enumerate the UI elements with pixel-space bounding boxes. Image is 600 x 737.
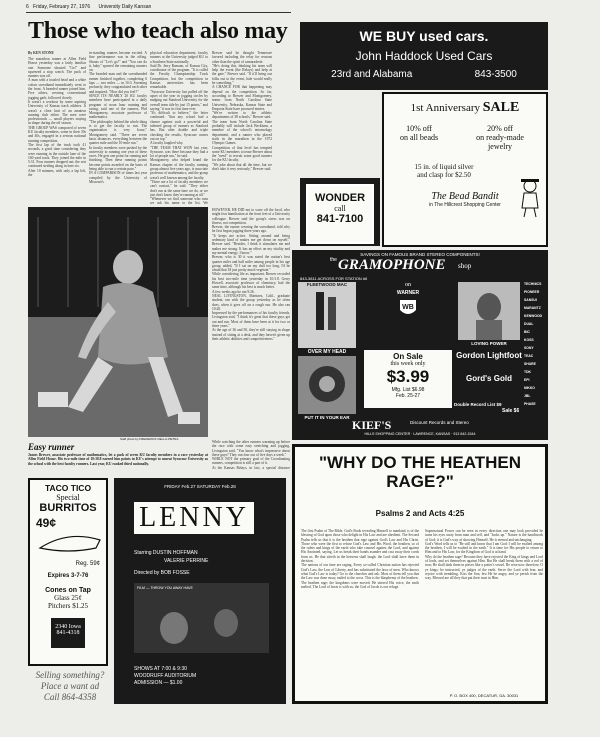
page-header bbox=[26, 4, 296, 12]
cars-phone: 843-3500 bbox=[474, 69, 517, 80]
page-number: 6 bbox=[26, 4, 29, 10]
lenny-venue: WOODRUFF AUDITORIUM bbox=[134, 673, 197, 679]
article-col-4: Brewer said he thought Tennessee favored including the relay for reasons other than the spirit of camaraderie. "He's doing this, thinking his team will help the event (the Relays) and help at the gate," Brewer said. "If it'll bring our folks out to the event, hale would really be something." A CHANCE FOR that happening may depend on the competition. So far, according to Brewer and Montgomery, teams from North Carolina State University, Nebraska, Kansas State and Emporia State have procured entries. "We've written to the athletic departments of 38 schools," Brewer said. The team from North Carolina State probably will include Jack Beckham, a member of the school's entomology department, and a runner who placed sixth in the marathon in the 1972 Olympic Games. Competition of that level has tempted some KU members to tease Brewer about the "need" to recruit some good runners for the KU faculty. "We joke about that all the time, but we don't take it very seriously," Brewer said. bbox=[212, 51, 272, 172]
brand: TDK bbox=[524, 370, 531, 374]
ad-lenny-film bbox=[114, 478, 286, 704]
wonder-call: call bbox=[334, 204, 346, 213]
article-byline: By KEN STONE bbox=[28, 51, 54, 55]
classified-line-2: Place a want ad bbox=[40, 681, 100, 691]
taco-special: Special bbox=[56, 493, 80, 502]
anniversary-title: 1st Anniversary bbox=[410, 102, 481, 114]
gramophone-tagline: SAVINGS ON FAMOUS BRAND STEREO COMPONENTS! bbox=[360, 252, 480, 257]
burrito-icon bbox=[30, 530, 106, 556]
sale-week: this week only bbox=[390, 361, 426, 367]
brand: SANSUI bbox=[524, 298, 537, 302]
taco-name: TACO TICO bbox=[44, 483, 92, 493]
ad-bead-bandit bbox=[382, 92, 548, 247]
album-put-it-in-your-ear bbox=[298, 356, 356, 414]
sale-on: On Sale bbox=[393, 352, 423, 361]
lenny-starring: Starring DUSTIN HOFFMAN bbox=[134, 550, 198, 556]
cars-headline: WE BUY used cars. bbox=[359, 28, 489, 44]
taco-cones: Cones on Tap bbox=[45, 587, 91, 594]
caption-title: Easy runner bbox=[28, 442, 75, 452]
runner-photo bbox=[28, 207, 208, 437]
heathen-title: "WHY DO THE HEATHEN RAGE?" bbox=[319, 453, 521, 491]
album-1-title: FLEETWOOD MAC bbox=[306, 282, 348, 287]
ad-used-cars bbox=[300, 22, 548, 90]
ad-gramophone bbox=[292, 250, 548, 440]
brand: SONY bbox=[524, 346, 534, 350]
brand: TECHNICS bbox=[524, 282, 542, 286]
kiefs-address: HILLS SHOPPING CENTER · LAWRENCE, KANSAS · 913 842-1544 bbox=[364, 432, 476, 436]
classified-line-3: Call 864-4358 bbox=[43, 692, 97, 702]
gramophone-the: the bbox=[330, 257, 337, 263]
brand: JBL bbox=[524, 394, 531, 398]
brand: NIKKO bbox=[524, 386, 535, 390]
taco-address-box bbox=[51, 618, 85, 648]
offer-line-1: 15 in. of liquid silver bbox=[414, 163, 474, 171]
gramophone-name: GRAMOPHONE bbox=[338, 257, 446, 273]
kiefs-name: KIEF'S bbox=[352, 418, 392, 430]
taco-pitchers: Pitchers $1.25 bbox=[47, 602, 89, 610]
photo-credit: Staff photo by FREDERICK DELLA PIETRA bbox=[120, 437, 179, 441]
lenny-still bbox=[134, 583, 269, 653]
article-col-2: in-standing runners became excited. A fine performance was in the offing. Shouts of "Let's go!" and "You can do it, baby" spurred the remaining runners on. The bearded man and the sweatbanded runner finished together, completing 6 laps — two miles — in 10:3. Sweating profusely, they congratulated each other and inquired, "How did you feel?" SINCE ITS NEARLY 20 KU faculty members have participated in a daily program of noon hour running and racing, said one of the runners, Phil Montgomery, associate professor of mathematics. "The philosophy behind the whole thing is to get the faculty to run. The organization is very loose," Montgomery said. "There are seven basic distances, everything between the quarter mile and the 10-mile run." In faculty members were pushed by the university to running one year of these races. He gets one point for running and finishing. Then these running points become points awarded on the basis of being able to run a certain pace." IN A COMPARISON of times last year compiled by the University of Missouri's bbox=[89, 51, 147, 184]
artist-name: Gordon Lightfoot bbox=[456, 351, 522, 360]
ad-taco-tico bbox=[28, 478, 108, 666]
album-1-song: OVER MY HEAD bbox=[307, 349, 347, 355]
photo-caption: James Brewer, associate professor of mathematics, let a pack of seven KU faculty members in a race yesterday at Allen Field House. His two-mile time of 10:38.8 earned him points in KU's attempt to unseat Syracuse University as the school with the best faculty runners. Last year, KU ranked third nationally. bbox=[28, 453, 208, 466]
ad-wonder bbox=[300, 178, 380, 246]
taco-reg-price: Reg. 59¢ bbox=[75, 561, 100, 567]
album-4-title: Gord's Gold bbox=[466, 374, 512, 383]
taco-address-1: 2340 Iowa bbox=[55, 624, 81, 630]
discount-1: 10% off bbox=[406, 124, 432, 133]
lenny-tagline: FILM — THROW YOU AWAY HAVE bbox=[137, 586, 193, 590]
cars-address: 23rd and Alabama bbox=[331, 69, 413, 80]
lenny-shows: SHOWS AT 7:00 & 9:30 bbox=[134, 666, 187, 672]
label-warner: WARNER bbox=[396, 290, 420, 296]
lenny-costar: VALERIE PERRINE bbox=[164, 558, 209, 564]
taco-beer: Glass 25¢ bbox=[54, 594, 82, 602]
lenny-director: Directed by BOB FOSSE bbox=[134, 570, 190, 576]
classified-line-1: Selling something? bbox=[35, 670, 105, 680]
heathen-po-box: P. O. BOX 400, DECATUR, GA. 30031 bbox=[449, 693, 519, 698]
heathen-body-1: The first Psalm of The Bible, God's Book revealing Himself to mankind, is of the blessing of God upon those who delight in His Law and are obedient. The Second Psalm tells us that it is the heathen that rage against God's Law and His Christ. Those who were the first to refuse God's Law and His Word, the heathen, so of the rulers and kings of the earth who take counsel against the Lord, and against His Anointed, saying, Let us break their bands asunder and cast away their cords from us. He that sitteth in the heavens shall laugh: the Lord shall have them in derision. The nations of our time are raging. Every so-called Christian nation has rejected God's Law, the Law of Liberty, and has substituted the laws of men. Who knows what God's Law is today? Go to the churches and ask. Most of them tell you that the Law was done away, nailed to the cross. This is the blasphemy of the heathen. The heathen rage; the kingdoms were moved; He uttered His voice, the earth melted. The Lord of hosts is with us; the God of Jacob is our refuge. bbox=[301, 529, 419, 589]
heathen-ref: Psalms 2 and Acts 4:25 bbox=[375, 509, 465, 518]
page-date: Friday, February 27, 1976 bbox=[32, 4, 91, 10]
anniversary-sale: SALE bbox=[482, 100, 520, 115]
bead-bandit-location: in The Hillcrest Shopping Center bbox=[429, 202, 501, 208]
sale-dates: Feb. 25-27 bbox=[395, 393, 421, 399]
heathen-body-2: Supernatural Power can be seen in every direction one may look provided he turns his eyes away from man and self, and "looks up." Nature is the handiwork of God; it is God's way of showing Himself. He is eternal and unchanging. God's Word tells us to "Be still and know that I am God: I will be exalted among the heathen, I will be exalted in the earth." It is time for His people to return to Him and to His Law, for the Kingdom of God is at hand. Why do the heathen rage? Because they have rejected the King of kings and Lord of lords, and set themselves against Him. But He shall break them with a rod of iron; He shall dash them in pieces like a potter's vessel. Be wise now therefore, O ye kings: be instructed, ye judges of the earth. Serve the Lord with fear, and rejoice with trembling. Kiss the Son, lest He be angry, and ye perish from the way. Blessed are all they that put their trust in Him. bbox=[425, 529, 543, 581]
sale-price: $3.99 bbox=[386, 367, 430, 386]
kiefs-sub: Discount Records and Stereo bbox=[410, 420, 469, 425]
wonder-name: WONDER bbox=[314, 192, 366, 204]
svg-text:WB: WB bbox=[402, 304, 414, 311]
paper-name: University Daily Kansan bbox=[98, 4, 152, 10]
header-rule bbox=[26, 12, 291, 13]
taco-expires: Expires 3-7-76 bbox=[47, 573, 89, 579]
brand: BIC bbox=[524, 330, 530, 334]
brand: PIONEER bbox=[524, 290, 540, 294]
taco-item: BURRITOS bbox=[39, 502, 97, 514]
label-on: on bbox=[405, 282, 411, 288]
brand: MARANTZ bbox=[524, 306, 541, 310]
double-record: Double Record List $9 bbox=[454, 402, 502, 407]
lenny-admission: ADMISSION — $1.00 bbox=[134, 680, 183, 686]
brand: SHURE bbox=[524, 362, 536, 366]
lenny-dates: FRIDAY Feb.27 SATURDAY Feb.28 bbox=[164, 484, 236, 489]
warner-logo-icon bbox=[398, 298, 418, 318]
brand: TEAC bbox=[524, 354, 534, 358]
runner-photo-illustration bbox=[28, 207, 208, 437]
sale-list: Mfg. List $6.98 bbox=[391, 387, 425, 393]
offer-line-2: and clasp for $2.50 bbox=[417, 171, 471, 179]
taco-address-2: 841-4318 bbox=[56, 630, 80, 636]
gramophone-info: 843-3811 ACROSS FOR STATION #6 bbox=[300, 276, 368, 281]
brand: EPI bbox=[524, 378, 530, 382]
ad-heathen-rage bbox=[292, 444, 548, 704]
brand: KENWOOD bbox=[524, 314, 543, 318]
discount-2: 20% off bbox=[487, 124, 513, 133]
cars-business: John Haddock Used Cars bbox=[355, 49, 493, 63]
wonder-phone: 841-7100 bbox=[316, 213, 364, 225]
album-2-title: PUT IT IN YOUR EAR bbox=[304, 415, 350, 420]
article-col-1: The marathon runner at Allen Field House yesterday was a fairly familiar one. Someone shouted "Go!" and squeezed a stop watch. The pack of runners was off. A man with a tousled head and a white cotton sweatband immediately went to the front. A bearded runner joined him. Five others, wearing conventional jogging garb, followed closely. It wasn't a workout by some aspiring University of Kansas track athletes. It wasn't a close knit of an amateur running club either. The men were professionals — small players staying in shape during the off season. THE GROUP WAS composed of seven KU faculty members, some in their 30s and 40s, engaged in a serious national running competition. The first lap of the track took 41 seconds, a good time considering they were running in the outside lane of the 160-yard track. They joined the mile in 5:31. Four runners dropped out; the rest continued striding along in lone six. After 10 minutes, with only a lap left, the bbox=[28, 57, 86, 178]
bead-bandit-brand: The Bead Bandit bbox=[431, 191, 499, 202]
article-headline: Those who teach also may bbox=[28, 18, 288, 44]
discount-2-desc: on ready-made jewelry bbox=[476, 133, 524, 151]
lenny-title: LENNY bbox=[134, 502, 254, 534]
brand: PHASE bbox=[524, 402, 536, 406]
discount-1-desc: on all beads bbox=[399, 133, 439, 142]
lenny-showtimes bbox=[134, 666, 274, 687]
classified-ad bbox=[28, 670, 112, 704]
taco-price: 49¢ bbox=[36, 516, 57, 530]
bandit-figure-icon bbox=[516, 178, 544, 218]
double-record-sale: Sale $6 bbox=[502, 408, 520, 414]
brand: KOSS bbox=[524, 338, 534, 342]
sale-price-box bbox=[364, 350, 452, 408]
album-3-title: LOVING POWER bbox=[471, 341, 507, 346]
album-fleetwood-mac bbox=[298, 282, 356, 348]
brand-list bbox=[524, 280, 546, 410]
gramophone-shop: shop bbox=[458, 262, 472, 270]
article-col-3: physical education department, faculty runners at the University judged KU to a Southern State nationally. Said Dr. Jerry Ransom, of Kansas City, coordinator of the program. "It is called the Faculty Championship Track Competition, but the competition in Kansas universities has been remarkable. "Syracuse University last pulled off the upset of the year in jogging circles by nudging out Stanford University for the overall team title by just 15 points," and saying "it was its first time ever. "It's difficult to believe," the letter continued. "that any school had a chance against such a powerful and talented group of runners as Stanford has. But after double and triple checking the results, Syracuse comes out on top." A faculty laughed why. "THE TEAM THAT WON last year, Syracuse, was there because they had a lot of people run," he said. Montgomery, who helped found the Kansas chapter of the faculty running group almost five years ago, is associate professor of mathematics, and the group wasn't well known among the faculty. "There are a lot of faculty members we can't contact," he said. "They either don't run at the same time we do, or we just don't know they're running at all." "Whenever we find someone who runs we ask his name to the list. We bbox=[150, 51, 208, 205]
article-col-5: HOWEVER, HE DID not to scare off the local, who might fear humiliation at the front feet of a University colleague. Brewer said the group's stress was on fitness, not competition. Brewer, the runner wearing the sweatband, told why he first began jogging three years ago. "It keeps me active. Sitting around and being sedentary kind of makes me get down on myself," Brewer said. "Besides, I think it stimulates me and makes me strong. It has an effect on my vitality and my mental energy. I know." Brewer, who is 30 it was noted the nation's best quarter miler and half miler among people in his age group, added, "If I sat on my duff too long, I'd be afraid that I'd just pretty much vegetate." While considering life as important, Brewer recorded his best two-mile time yesterday in 10:3.8. Gerry Howell, associate professor of chemistry, had the same time, although his best is much better. A few weeks ago he ran 9:26. NEAL LIVINGSTON, Martinez, Calif., graduate student, ran with the group yesterday as he often does, when it goes off on a rough run. He also ran 10:20. Impressed by the performances of his faculty friends, Livingston said, "I think it's great that these guys get out and run. Most of them have been at it for two or three years." At the age of 36 and 50, they're still staying in shape instead of sitting at a desk, and they haven't given up their athletic abilities and competitiveness." bbox=[212, 208, 290, 341]
brand: DUAL bbox=[524, 322, 534, 326]
article-col-6: While watching the other runners warming up before the race with some easy stretching and jogging, Livingston said, "You know what's impressive about these guys? They run four out of five days a week." WHILE NOT the primary goal of the Coordinating runners, competition is still a part of it. At the Kansas Relays, in fact, a special distance bbox=[212, 440, 290, 470]
album-loving-power bbox=[458, 282, 520, 340]
